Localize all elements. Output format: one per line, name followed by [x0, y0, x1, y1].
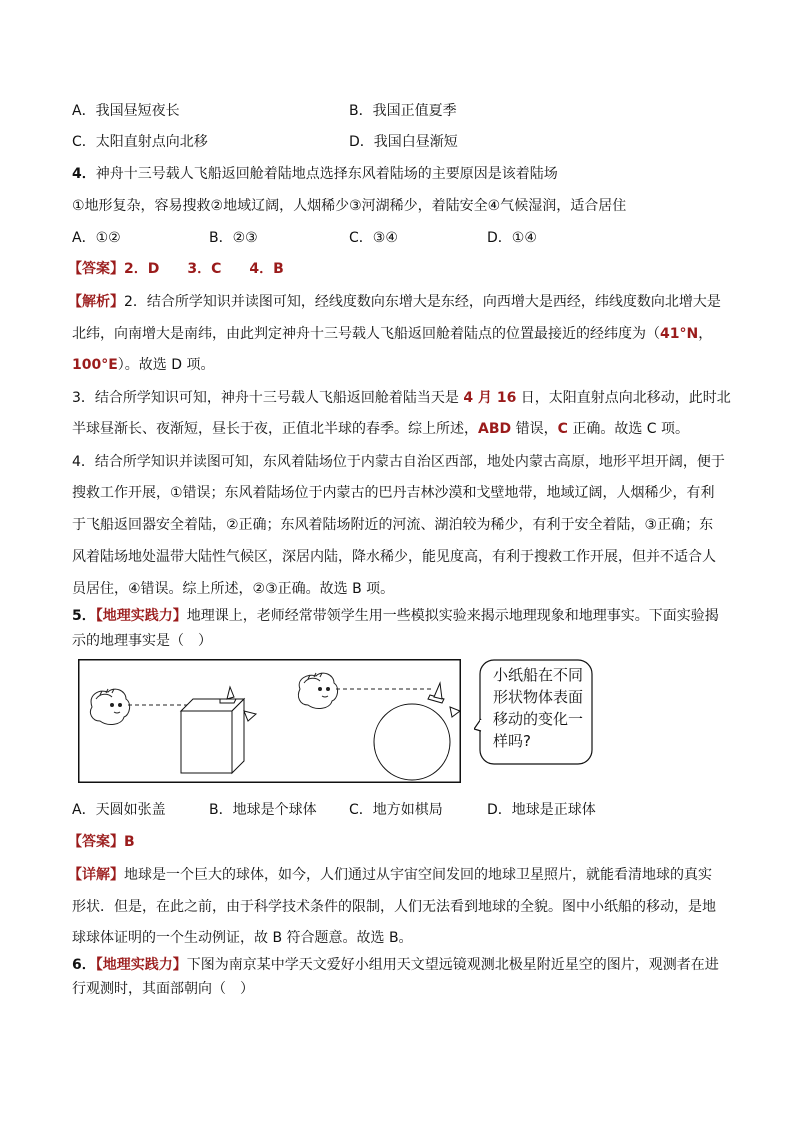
analysis-q2-line3: 100°E）。故选 D 项。	[72, 357, 215, 373]
speech-bubble-text: 小纸船在不同 形状物体表面 移动的变化一 样吗?	[493, 666, 584, 750]
q4-option-a: A．①②	[72, 230, 121, 246]
paper-boat-experiment-figure	[78, 659, 461, 783]
q4-option-d: D．①④	[487, 230, 537, 246]
q5-stem-line1: 5．【地理实践力】地理课上，老师经常带领学生用一些模拟实验来揭示地理现象和地理事实。下面实验揭	[72, 608, 719, 624]
q5-option-c: C．地方如棋局	[349, 802, 443, 818]
detail-line3: 球球体证明的一个生动例证，故 B 符合题意。故选 B。	[72, 930, 413, 946]
q3-option-d: D．我国白昼渐短	[349, 134, 458, 150]
q3-option-b: B．我国正值夏季	[349, 103, 457, 119]
cube-icon	[181, 699, 244, 773]
q4-statements: ①地形复杂，容易搜救②地域辽阔，人烟稀少③河湖稀少，着陆安全④气候湿润，适合居住	[72, 198, 627, 214]
sphere-icon	[374, 704, 450, 780]
q5-option-a: A．天圆如张盖	[72, 802, 166, 818]
q5-stem-line2: 示的地理事实是（ ）	[72, 633, 212, 649]
q6-stem-line1: 6．【地理实践力】下图为南京某中学天文爱好小组用天文望远镜观测北极星附近星空的图片，观测者在进	[72, 957, 719, 973]
detail-line2: 形状．但是，在此之前，由于科学技术条件的限制，人们无法看到地球的全貌。图中小纸船的移动，是地	[72, 899, 716, 915]
observer-face-left-icon	[90, 689, 129, 724]
q6-stem-line2: 行观测时，其面部朝向（ ）	[72, 981, 254, 997]
analysis-q3-line1: 3．结合所学知识可知，神舟十三号载人飞船返回舱着陆当天是 4 月 16 日，太阳直射点向北移动，此时北	[72, 390, 731, 406]
analysis-q4-line5: 员居住，④错误。综上所述，②③正确。故选 B 项。	[72, 581, 395, 597]
analysis-q4-line2: 搜救工作开展，①错误；东风着陆场位于内蒙古的巴丹吉林沙漠和戈壁地带，地域辽阔，人烟稀少，有利	[72, 485, 715, 501]
q3-option-a: A．我国昼短夜长	[72, 103, 180, 119]
analysis-q4-line3: 于飞船返回器安全着陆，②正确；东风着陆场附近的河流、湖泊较为稀少，有利于安全着陆，③正确；东	[72, 517, 714, 533]
q4-option-b: B．②③	[209, 230, 258, 246]
q4-stem: 4．神舟十三号载人飞船返回舱着陆地点选择东风着陆场的主要原因是该着陆场	[72, 166, 558, 182]
answer-block-1: 【答案】2．D 3．C 4．B	[68, 261, 284, 277]
q3-option-c: C．太阳直射点向北移	[72, 134, 208, 150]
detail-line1: 【详解】地球是一个巨大的球体，如今，人们通过从宇宙空间发回的地球卫星照片，就能看清地球的真实	[68, 867, 712, 883]
analysis-q2-line2: 北纬，向南增大是南纬，由此判定神舟十三号载人飞船返回舱着陆点的位置最接近的经纬度为（41°N，	[72, 326, 713, 342]
analysis-q4-line1: 4．结合所学知识并读图可知，东风着陆场位于内蒙古自治区西部，地处内蒙古高原，地形平坦开阔，便于	[72, 454, 725, 470]
analysis-q3-line2: 半球昼渐长、夜渐短，昼长于夜，正值北半球的春季。综上所述，ABD 错误，C 正确。故选 C 项。	[72, 421, 690, 437]
analysis-q2-line1: 【解析】2．结合所学知识并读图可知，经线度数向东增大是东经，向西增大是西经，纬线度数向北增大是	[68, 294, 721, 310]
q4-option-c: C．③④	[349, 230, 398, 246]
analysis-q4-line4: 风着陆场地处温带大陆性气候区，深居内陆，降水稀少，能见度高，有利于搜救工作开展，但并不适合人	[72, 549, 716, 565]
observer-face-right-icon	[298, 673, 337, 708]
answer-block-2: 【答案】B	[68, 834, 135, 850]
q5-option-b: B．地球是个球体	[209, 802, 317, 818]
q5-option-d: D．地球是正球体	[487, 802, 596, 818]
